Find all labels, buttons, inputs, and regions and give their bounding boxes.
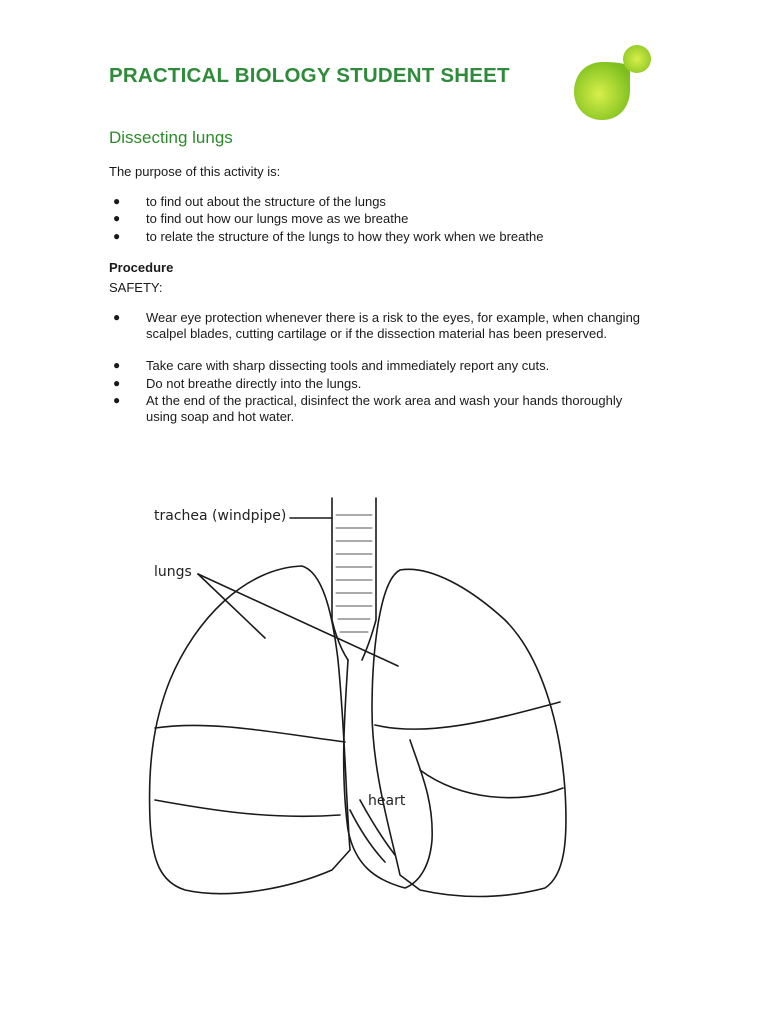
lungs-label: lungs: [154, 564, 192, 580]
safety-label: SAFETY:: [109, 280, 163, 295]
bullet-icon: ●: [113, 194, 121, 208]
logo-icon: [568, 42, 658, 124]
bullet-icon: ●: [113, 211, 121, 225]
bullet-icon: ●: [113, 229, 121, 243]
bullet-icon: ●: [113, 358, 121, 372]
heart-label: heart: [368, 793, 406, 809]
bullet-icon: ●: [113, 393, 121, 407]
intro-text: The purpose of this activity is:: [109, 164, 281, 179]
procedure-heading: Procedure: [109, 260, 174, 275]
lungs-diagram: [0, 470, 768, 930]
trachea-rings: [336, 515, 372, 632]
heart-outline: [344, 660, 433, 888]
bullet-icon: ●: [113, 376, 121, 390]
trachea-outline: [332, 498, 376, 660]
right-lung: [372, 569, 566, 896]
sheet-title: PRACTICAL BIOLOGY STUDENT SHEET: [109, 64, 510, 87]
bullet-icon: ●: [113, 310, 121, 324]
section-heading: Dissecting lungs: [109, 128, 233, 147]
trachea-label: trachea (windpipe): [154, 508, 287, 524]
